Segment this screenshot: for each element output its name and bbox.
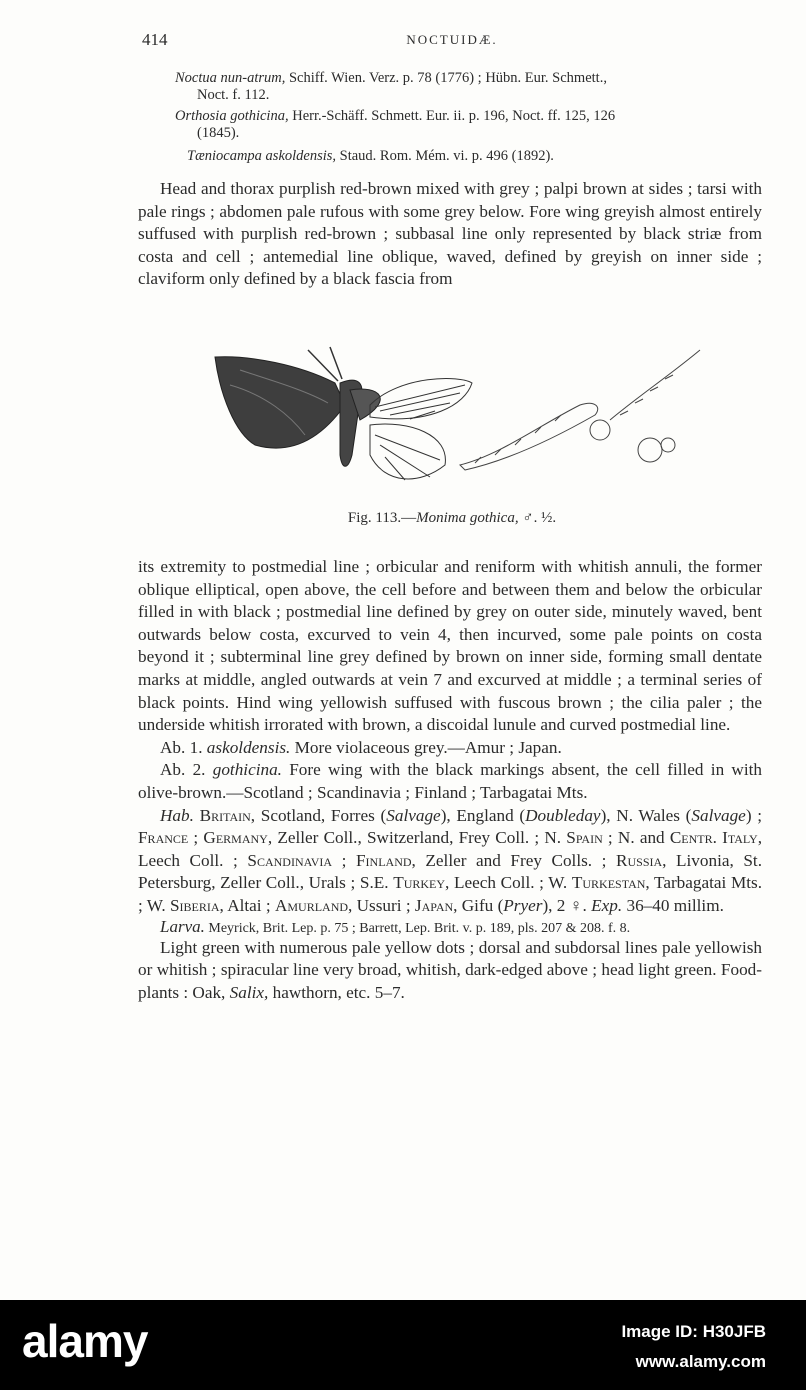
page-number: 414	[142, 30, 168, 49]
figure-moth-illustration	[210, 345, 710, 495]
figure-caption	[142, 510, 762, 527]
synonym-name: Tæniocampa askoldensis,	[187, 148, 337, 164]
description-paragraph: Head and thorax purplish red-brown mixed with grey ; palpi brown at sides ; tarsi with pale rings ; abdomen pale rufous with some grey below. Fore wing greyish almost entirely suffused with purplish red-brown ; subbasal line only represented by black striæ from costa and cell ; antemedial line oblique, waved, defined by greyish on inner side ; claviform only defined by a black fascia from	[138, 179, 762, 289]
caption-prefix: Fig. 113.—	[347, 510, 417, 526]
synonym-2	[175, 108, 765, 142]
synonym-1	[175, 70, 765, 104]
ab-label: Ab. 2.	[160, 760, 206, 780]
description-paragraph: its extremity to postmedial line ; orbicular and reniform with whitish annuli, the former oblique elliptical, open above, the cell before and between them and below the orbicular filled in with black ; postmedial line defined by grey on outer side, minutely waved, bent outwards below costa, excurved to vein 4, then incurved, some pale points on costa beyond it ; subterminal line grey defined by brown on inner side, forming small dentate marks at middle, angled outwards at vein 7 and excurved at middle ; a terminal series of black points. Hind wing yellowish suffused with fuscous brown ; the cilia paler ; the underside whitish irrorated with brown, a discoidal lunule and curved postmedial line.	[138, 557, 762, 735]
synonym-name: Orthosia gothicina,	[175, 108, 289, 124]
synonym-ref: Schiff. Wien. Verz. p. 78 (1776) ; Hübn. Eur. Schmett.,	[285, 70, 607, 86]
synonym-ref-cont: (1845).	[197, 125, 240, 141]
aberration-2	[138, 759, 762, 804]
ab-name: gothicina.	[212, 760, 282, 780]
ab-text: More violaceous grey.—Amur ; Japan.	[290, 737, 562, 757]
caption-suffix: ♂. ½.	[518, 510, 557, 526]
synonym-ref-cont: Noct. f. 112.	[197, 87, 270, 103]
watermark-banner	[0, 1300, 806, 1390]
ab-label: Ab. 1.	[160, 737, 203, 757]
caption-species: Monima gothica,	[416, 510, 519, 526]
wing-venation-drawing	[370, 378, 472, 480]
page-header	[142, 30, 762, 54]
description-top	[138, 178, 762, 291]
alamy-logo: alamy	[22, 1315, 148, 1367]
larva-drawing	[460, 350, 700, 470]
image-id: Image ID: H30JFB	[621, 1322, 766, 1341]
aberration-1	[138, 737, 762, 760]
synonym-ref: Staud. Rom. Mém. vi. p. 496 (1892).	[336, 148, 554, 164]
synonym-name: Noctua nun-atrum,	[175, 70, 286, 86]
synonym-ref: Herr.-Schäff. Schmett. Eur. ii. p. 196, Noct. ff. 125, 126	[288, 108, 616, 124]
synonym-3	[187, 148, 777, 165]
larva-description: Light green with numerous pale yellow dots ; dorsal and subdorsal lines pale yellowish or whitish ; spiracular line very broad, whitish, dark-edged above ; head light green. Food-plants : Oak, Salix, hawthorn, etc. 5–7.	[138, 937, 762, 1002]
ab-text: Fore wing with the black markings absent, the cell filled in with olive-brown.—Scotland ; Scandinavia ; Finland ; Tarbagatai Mts.	[138, 760, 762, 802]
description-continuation	[138, 556, 762, 1004]
larva-references: Larva. Meyrick, Brit. Lep. p. 75 ; Barrett, Lep. Brit. v. p. 189, pls. 207 & 208. f. 8.	[160, 916, 631, 936]
ab-name: askoldensis.	[206, 737, 291, 757]
running-head: NOCTUIDÆ.	[406, 32, 498, 47]
moth-adult-drawing	[215, 347, 380, 466]
habitat-paragraph: Hab. Britain, Scotland, Forres (Salvage), England (Doubleday), N. Wales (Salvage) ; France ; Germany, Zeller Coll., Switzerland, Frey Coll. ; N. Spain ; N. and Centr. Italy, Leech Coll. ; Scandinavia ; Finland, Zeller and Frey Colls. ; Russia, Livonia, St. Petersburg, Zeller Coll., Urals ; S.E. Turkey, Leech Coll. ; W. Turkestan, Tarbagatai Mts. ; W. Siberia, Altai ; Amurland, Ussuri ; Japan, Gifu (Pryer), 2 ♀. Exp. 36–40 millim.	[138, 805, 763, 915]
site-url: www.alamy.com	[635, 1352, 766, 1371]
